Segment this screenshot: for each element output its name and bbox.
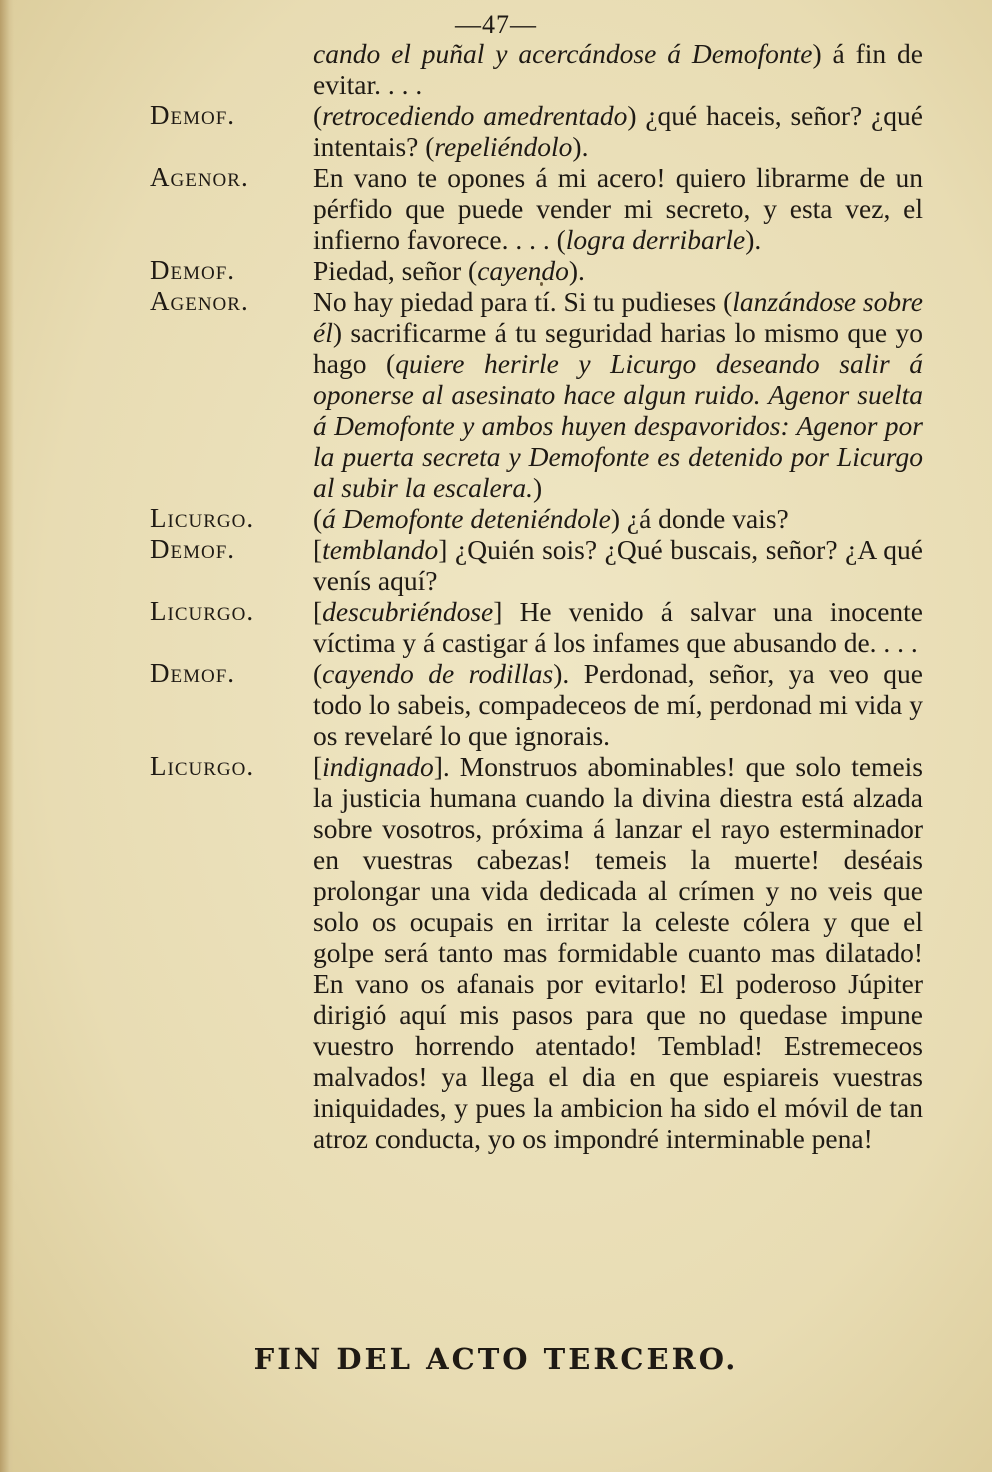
speech-row: [0, 162, 992, 255]
spoken-text: ).: [745, 224, 762, 255]
speech-text: [313, 751, 923, 1154]
speech-text: [313, 596, 923, 658]
speaker-name: Licurgo.: [150, 596, 255, 626]
speaker-name: Demof.: [150, 534, 236, 564]
speech-row: [0, 534, 992, 596]
spoken-text: (: [313, 503, 323, 534]
spoken-text: ): [533, 472, 543, 503]
speech-text: [313, 534, 923, 596]
stage-direction: indignado: [322, 751, 434, 782]
spoken-text: ) sacrificarme á tu seguridad harias lo mismo que yo hago (: [313, 317, 923, 379]
spoken-text: (: [313, 100, 323, 131]
spoken-text: ] He venido á salvar una inocente víctima y á castigar á los infames que abusando de. . . .: [313, 596, 923, 658]
spoken-text: [: [313, 534, 323, 565]
speech-text: [313, 255, 923, 286]
speech-row: [0, 503, 992, 534]
page-number: —47—: [455, 10, 537, 39]
stage-direction: lanzándose sobre él: [313, 286, 923, 348]
stage-direction: á Demofonte deteniéndole: [322, 503, 611, 534]
end-of-act-heading: FIN DEL ACTO TERCERO.: [253, 1342, 739, 1376]
speech-text: [313, 503, 923, 534]
speech-text: [313, 162, 923, 255]
speech-row: [0, 38, 992, 100]
speaker-name: Demof.: [150, 255, 236, 285]
speaker-name: Licurgo.: [150, 751, 255, 781]
spoken-text: ) ¿á donde vais?: [610, 503, 789, 534]
spoken-text: ).: [572, 131, 589, 162]
stage-direction: repeliéndolo: [434, 131, 573, 162]
spoken-text: ) ¿qué haceis, señor? ¿qué intentais? (: [313, 100, 924, 162]
speaker-name: Demof.: [150, 658, 236, 688]
spoken-text: En vano te opones á mi acero! quiero librarme de un pérfido que puede vender mi secreto, y esta vez, el infierno favorece. . . . (: [313, 162, 923, 255]
spoken-text: ). Perdonad, señor, ya veo que todo lo sabeis, compadeceos de mí, perdonad mi vida y os revelaré lo que ignorais.: [313, 658, 923, 751]
speaker-name: Agenor.: [150, 286, 249, 316]
spoken-text: (: [313, 658, 323, 689]
speech-text: [313, 286, 923, 503]
stage-direction: cayendo de rodillas: [322, 658, 554, 689]
spoken-text: [: [313, 596, 323, 627]
speech-text: [313, 38, 923, 100]
speech-row: [0, 751, 992, 1154]
speaker-name: Licurgo.: [150, 503, 255, 533]
speech-row: [0, 255, 992, 286]
spoken-text: ] ¿Quién sois? ¿Qué buscais, señor? ¿A qué venís aquí?: [313, 534, 923, 596]
stage-direction: cando el puñal y acercándose á Demofonte: [313, 38, 813, 69]
spoken-text: ).: [568, 255, 585, 286]
speaker-name: Demof.: [150, 100, 236, 130]
spoken-text: [: [313, 751, 323, 782]
speech-text: [313, 100, 923, 162]
spoken-text: ) á fin de evitar. . . .: [313, 38, 923, 100]
stage-direction: cayendo: [477, 255, 569, 286]
stage-direction: logra derribarle: [565, 224, 746, 255]
dialogue-block: [0, 38, 992, 1154]
spoken-text: No hay piedad para tí. Si tu pudieses (: [313, 286, 733, 317]
speaker-name: Agenor.: [150, 162, 249, 192]
stage-direction: temblando: [322, 534, 439, 565]
stage-direction: descubriéndose: [322, 596, 494, 627]
spoken-text: Piedad, señor (: [313, 255, 478, 286]
speech-row: [0, 596, 992, 658]
speech-row: [0, 286, 992, 503]
speech-row: [0, 658, 992, 751]
speech-row: [0, 100, 992, 162]
stage-direction: retrocediendo amedrentado: [322, 100, 628, 131]
stage-direction: quiere herirle y Licurgo deseando salir á oponerse al asesinato hace algun ruido. Agenor suelta á Demofonte y ambos huyen despavoridos: Agenor por la puerta secreta y Demofonte es detenido por Licurgo al subir la escalera.: [313, 348, 923, 503]
speech-text: [313, 658, 923, 751]
spoken-text: ]. Monstruos abominables! que solo temeis la justicia humana cuando la divina diestra está alzada sobre vosotros, próxima á lanzar el rayo esterminador en vuestras cabezas! temeis la muerte! deséais prolongar una vida dedicada al crímen y no veis que solo os ocupais en irritar la celeste cólera y que el golpe será tanto mas formidable cuanto mas dilatado! En vano os afanais por evitarlo! El poderoso Júpiter dirigió aquí mis pasos para que no quedase impune vuestro horrendo atentado! Temblad! Estremeceos malvados! ya llega el dia en que espiareis vuestras iniquidades, y pues la ambicion ha sido el móvil de tan atroz conducta, yo os impondré interminable pena!: [313, 751, 923, 1154]
